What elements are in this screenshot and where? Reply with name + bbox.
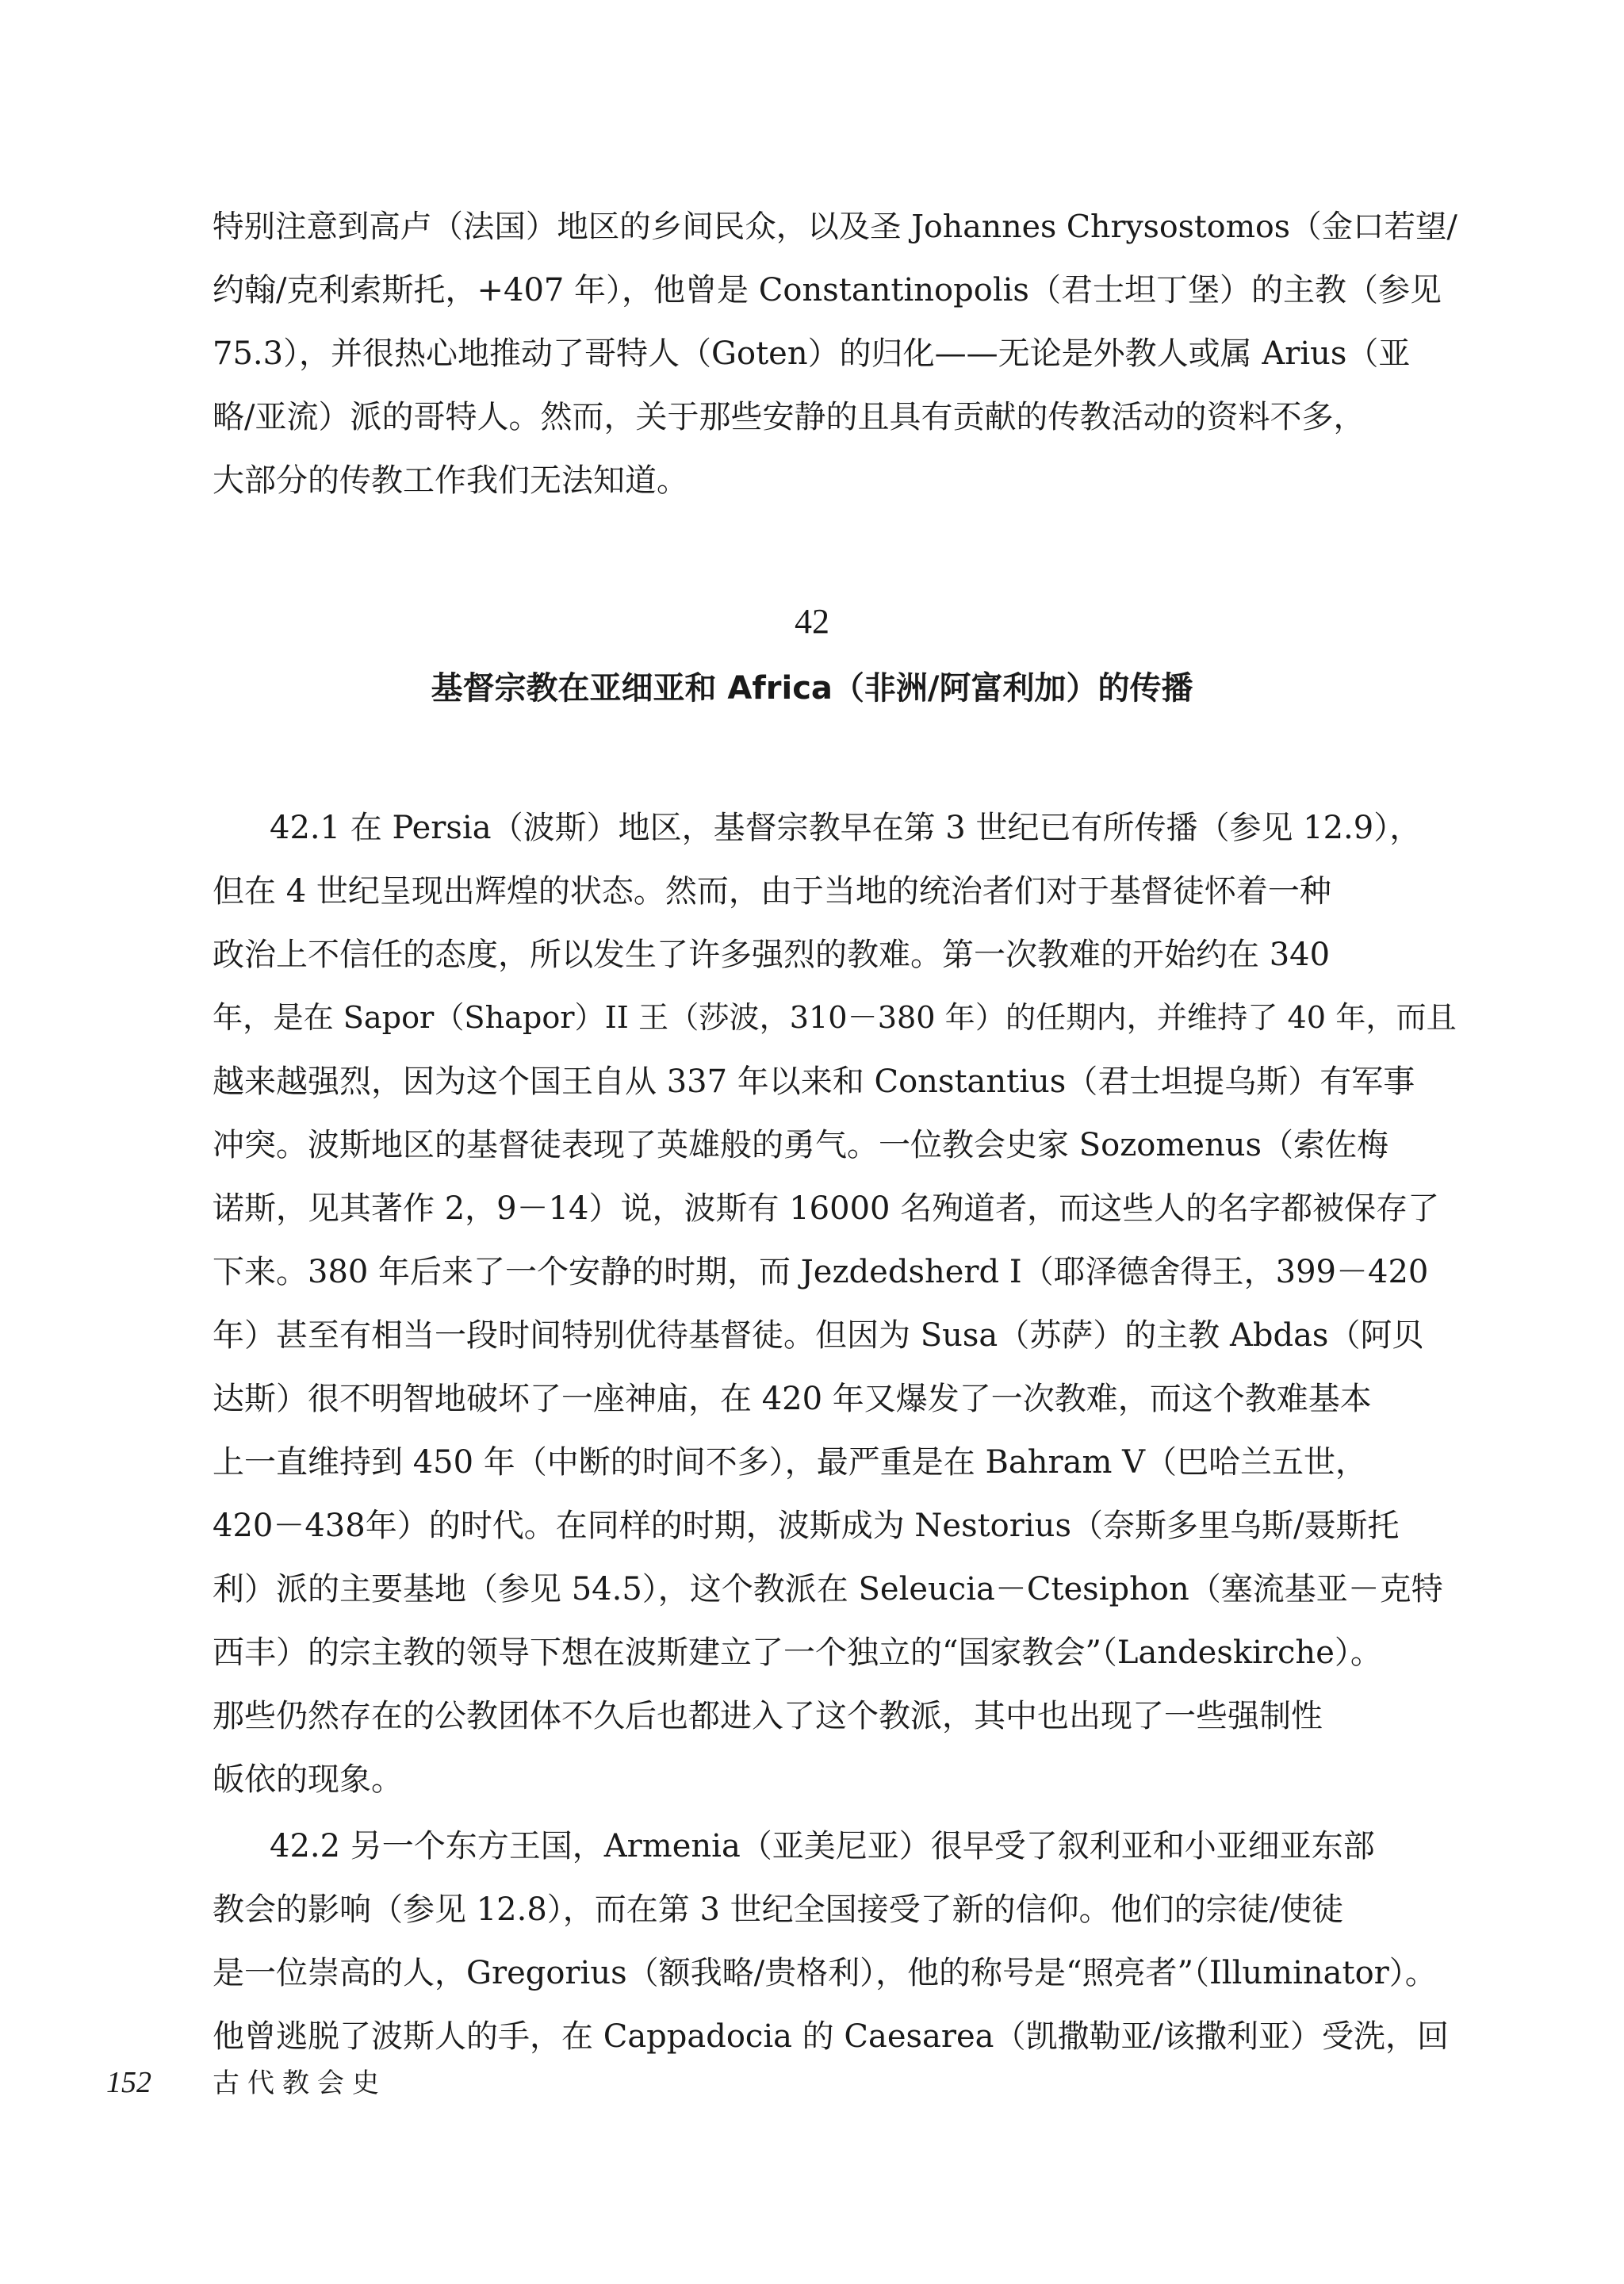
text-line: 他曾逃脱了波斯人的手，在 Cappadocia 的 Caesarea（凯撒勒亚/该撒利亚）受洗，回 [213,2018,1450,2055]
text-line: 42.1 在 Persia（波斯）地区，基督宗教早在第 3 世纪已有所传播（参见 12.9）， [270,810,1422,846]
text-line: 约翰/克利索斯托，+407 年），他曾是 Constantinopolis（君士坦丁堡）的主教（参见 [213,272,1442,308]
book-title: 古代教会史 [213,2067,387,2099]
text-line: 特别注意到高卢（法国）地区的乡间民众，以及圣 Johannes Chrysostomos（金口若望/ [213,209,1457,245]
text-line: 年）甚至有相当一段时间特别优待基督徒。但因为 Susa（苏萨）的主教 Abdas（阿贝 [213,1317,1424,1354]
text-line: 42.2 另一个东方王国，Armenia（亚美尼亚）很早受了叙利亚和小亚细亚东部 [270,1828,1375,1864]
text-line: 越来越强烈，因为这个国王自从 337 年以来和 Constantius（君士坦提乌斯）有军事 [213,1063,1415,1100]
section-number: 42 [795,602,829,641]
text-line: 但在 4 世纪呈现出辉煌的状态。然而，由于当地的统治者们对于基督徒怀着一种 [213,873,1331,910]
text-line: 略/亚流）派的哥特人。然而，关于那些安静的且具有贡献的传教活动的资料不多， [213,399,1365,435]
page-number: 152 [106,2066,151,2099]
text-line: 420－438年）的时代。在同样的时期，波斯成为 Nestorius（奈斯多里乌斯/聂斯托 [213,1508,1400,1544]
text-line: 西丰）的宗主教的领导下想在波斯建立了一个独立的“国家教会”（Landeskirche）。 [213,1634,1382,1671]
text-line: 政治上不信任的态度，所以发生了许多强烈的教难。第一次教难的开始约在 340 [213,937,1331,973]
text-line: 大部分的传教工作我们无法知道。 [213,462,688,499]
section-title: 基督宗教在亚细亚和 Africa（非洲/阿富利加）的传播 [431,670,1193,707]
page-footer [106,2060,387,2105]
text-line: 教会的影响（参见 12.8），而在第 3 世纪全国接受了新的信仰。他们的宗徒/使徒 [213,1891,1344,1928]
text-line: 利）派的主要基地（参见 54.5），这个教派在 Seleucia－Ctesiphon（塞流基亚－克特 [213,1571,1443,1608]
text-line: 冲突。波斯地区的基督徒表现了英雄般的勇气。一位教会史家 Sozomenus（索佐梅 [213,1127,1389,1163]
text-line: 皈依的现象。 [213,1761,403,1798]
text-line: 达斯）很不明智地破坏了一座神庙，在 420 年又爆发了一次教难，而这个教难基本 [213,1381,1372,1417]
text-line: 75.3），并很热心地推动了哥特人（Goten）的归化——无论是外教人或属 Arius（亚 [213,335,1411,372]
text-line: 那些仍然存在的公教团体不久后也都进入了这个教派，其中也出现了一些强制性 [213,1698,1323,1734]
text-line: 年，是在 Sapor（Shapor）II 王（莎波，310－380 年）的任期内，并维持了 40 年，而且 [213,1001,1457,1036]
text-line: 诺斯，见其著作 2，9－14）说，波斯有 16000 名殉道者，而这些人的名字都被保存了 [213,1190,1440,1227]
text-line: 下来。380 年后来了一个安静的时期，而 Jezdedsherd I（耶泽德舍得王，399－420 [213,1254,1429,1290]
text-line: 上一直维持到 450 年（中断的时间不多），最严重是在 Bahram V（巴哈兰五世， [213,1444,1367,1481]
text-line: 是一位崇高的人，Gregorius（额我略/贵格利），他的称号是“照亮者”（Illuminator）。 [213,1955,1437,1991]
